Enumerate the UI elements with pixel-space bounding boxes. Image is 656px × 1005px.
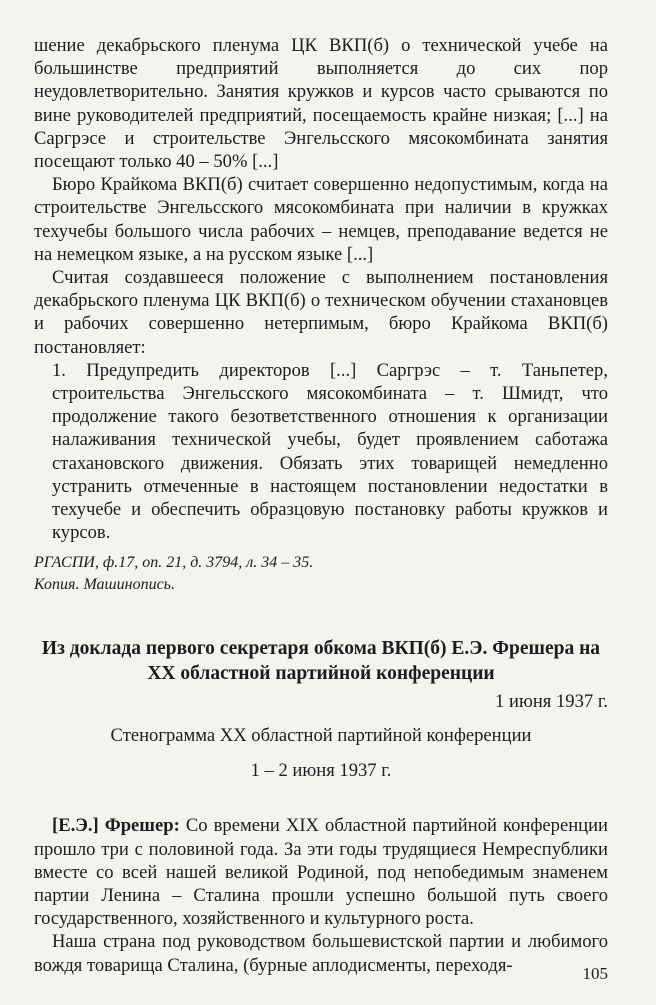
- speech-text-1: Со времени XIX областной партийной конференции прошло три с половиной года. За эти годы трудящиеся Немреспублики вместе со всей нашей великой Родиной, под непобедимым знаменем партии Ленина – Сталина прошли успешно большой путь своего государственного, хозяйственного и культурного роста.: [34, 815, 608, 930]
- paragraph-3: Считая создавшееся положение с выполнением постановления декабрьского пленума ЦК ВКП(б) о техническом обучении стахановцев и рабочих совершенно нетерпимым, бюро Крайкома ВКП(б) постановляет:: [34, 267, 608, 358]
- paragraph-2: Бюро Крайкома ВКП(б) считает совершенно недопустимым, когда на строительстве Энгельсского мясокомбината при наличии в кружках техучебы большого числа рабочих – немцев, преподавание ведется не на немецком языке, а на русском языке [...]: [34, 174, 608, 265]
- speech-paragraph-2: Наша страна под руководством большевистской партии и любимого вождя товарища Сталина, (бурные аплодисменты, переходя-: [34, 931, 608, 976]
- speech: [34, 814, 608, 976]
- paragraph-1: шение декабрьского пленума ЦК ВКП(б) о технической учебе на большинстве предприятий выполняется до сих пор неудовлетворительно. Занятия кружков и курсов часто срываются по вине руководителей предприятий, посещаемость крайне низкая; [...] на Саргрэсе и строительстве Энгельсского мясокомбината занятия посещают только 40 – 50% [...]: [34, 35, 608, 173]
- archive-source: РГАСПИ, ф.17, оп. 21, д. 3794, л. 34 – 35.: [34, 554, 314, 572]
- section-heading: Из доклада первого секретаря обкома ВКП(б) Е.Э. Фрешера на XX областной партийной конференции: [41, 638, 601, 685]
- transcript-title: Стенограмма XX областной партийной конференции: [110, 725, 532, 747]
- document-page: [34, 34, 608, 994]
- source-note: Копия. Машинопись.: [34, 576, 175, 594]
- speech-paragraph-1: [34, 814, 608, 930]
- page-number: 105: [582, 964, 608, 983]
- resolution-text: [34, 34, 608, 544]
- transcript-dates: 1 – 2 июня 1937 г.: [250, 760, 392, 782]
- resolution-item-1: 1. Предупредить директоров [...] Саргрэс – т. Таньпетер, строительства Энгельсского мясокомбината – т. Шмидт, что продолжение такого безответственного отношения к организации налаживания технической учебы, будет проявлением саботажа стахановского движения. Обязать этих товарищей немедленно устранить отмеченные в настоящем постановлении недостатки в техучебе и обеспечить образцовую постановку работы кружков и курсов.: [52, 359, 608, 544]
- document-date: 1 июня 1937 г.: [495, 691, 608, 713]
- speaker-name: [Е.Э.] Фрешер:: [52, 815, 180, 837]
